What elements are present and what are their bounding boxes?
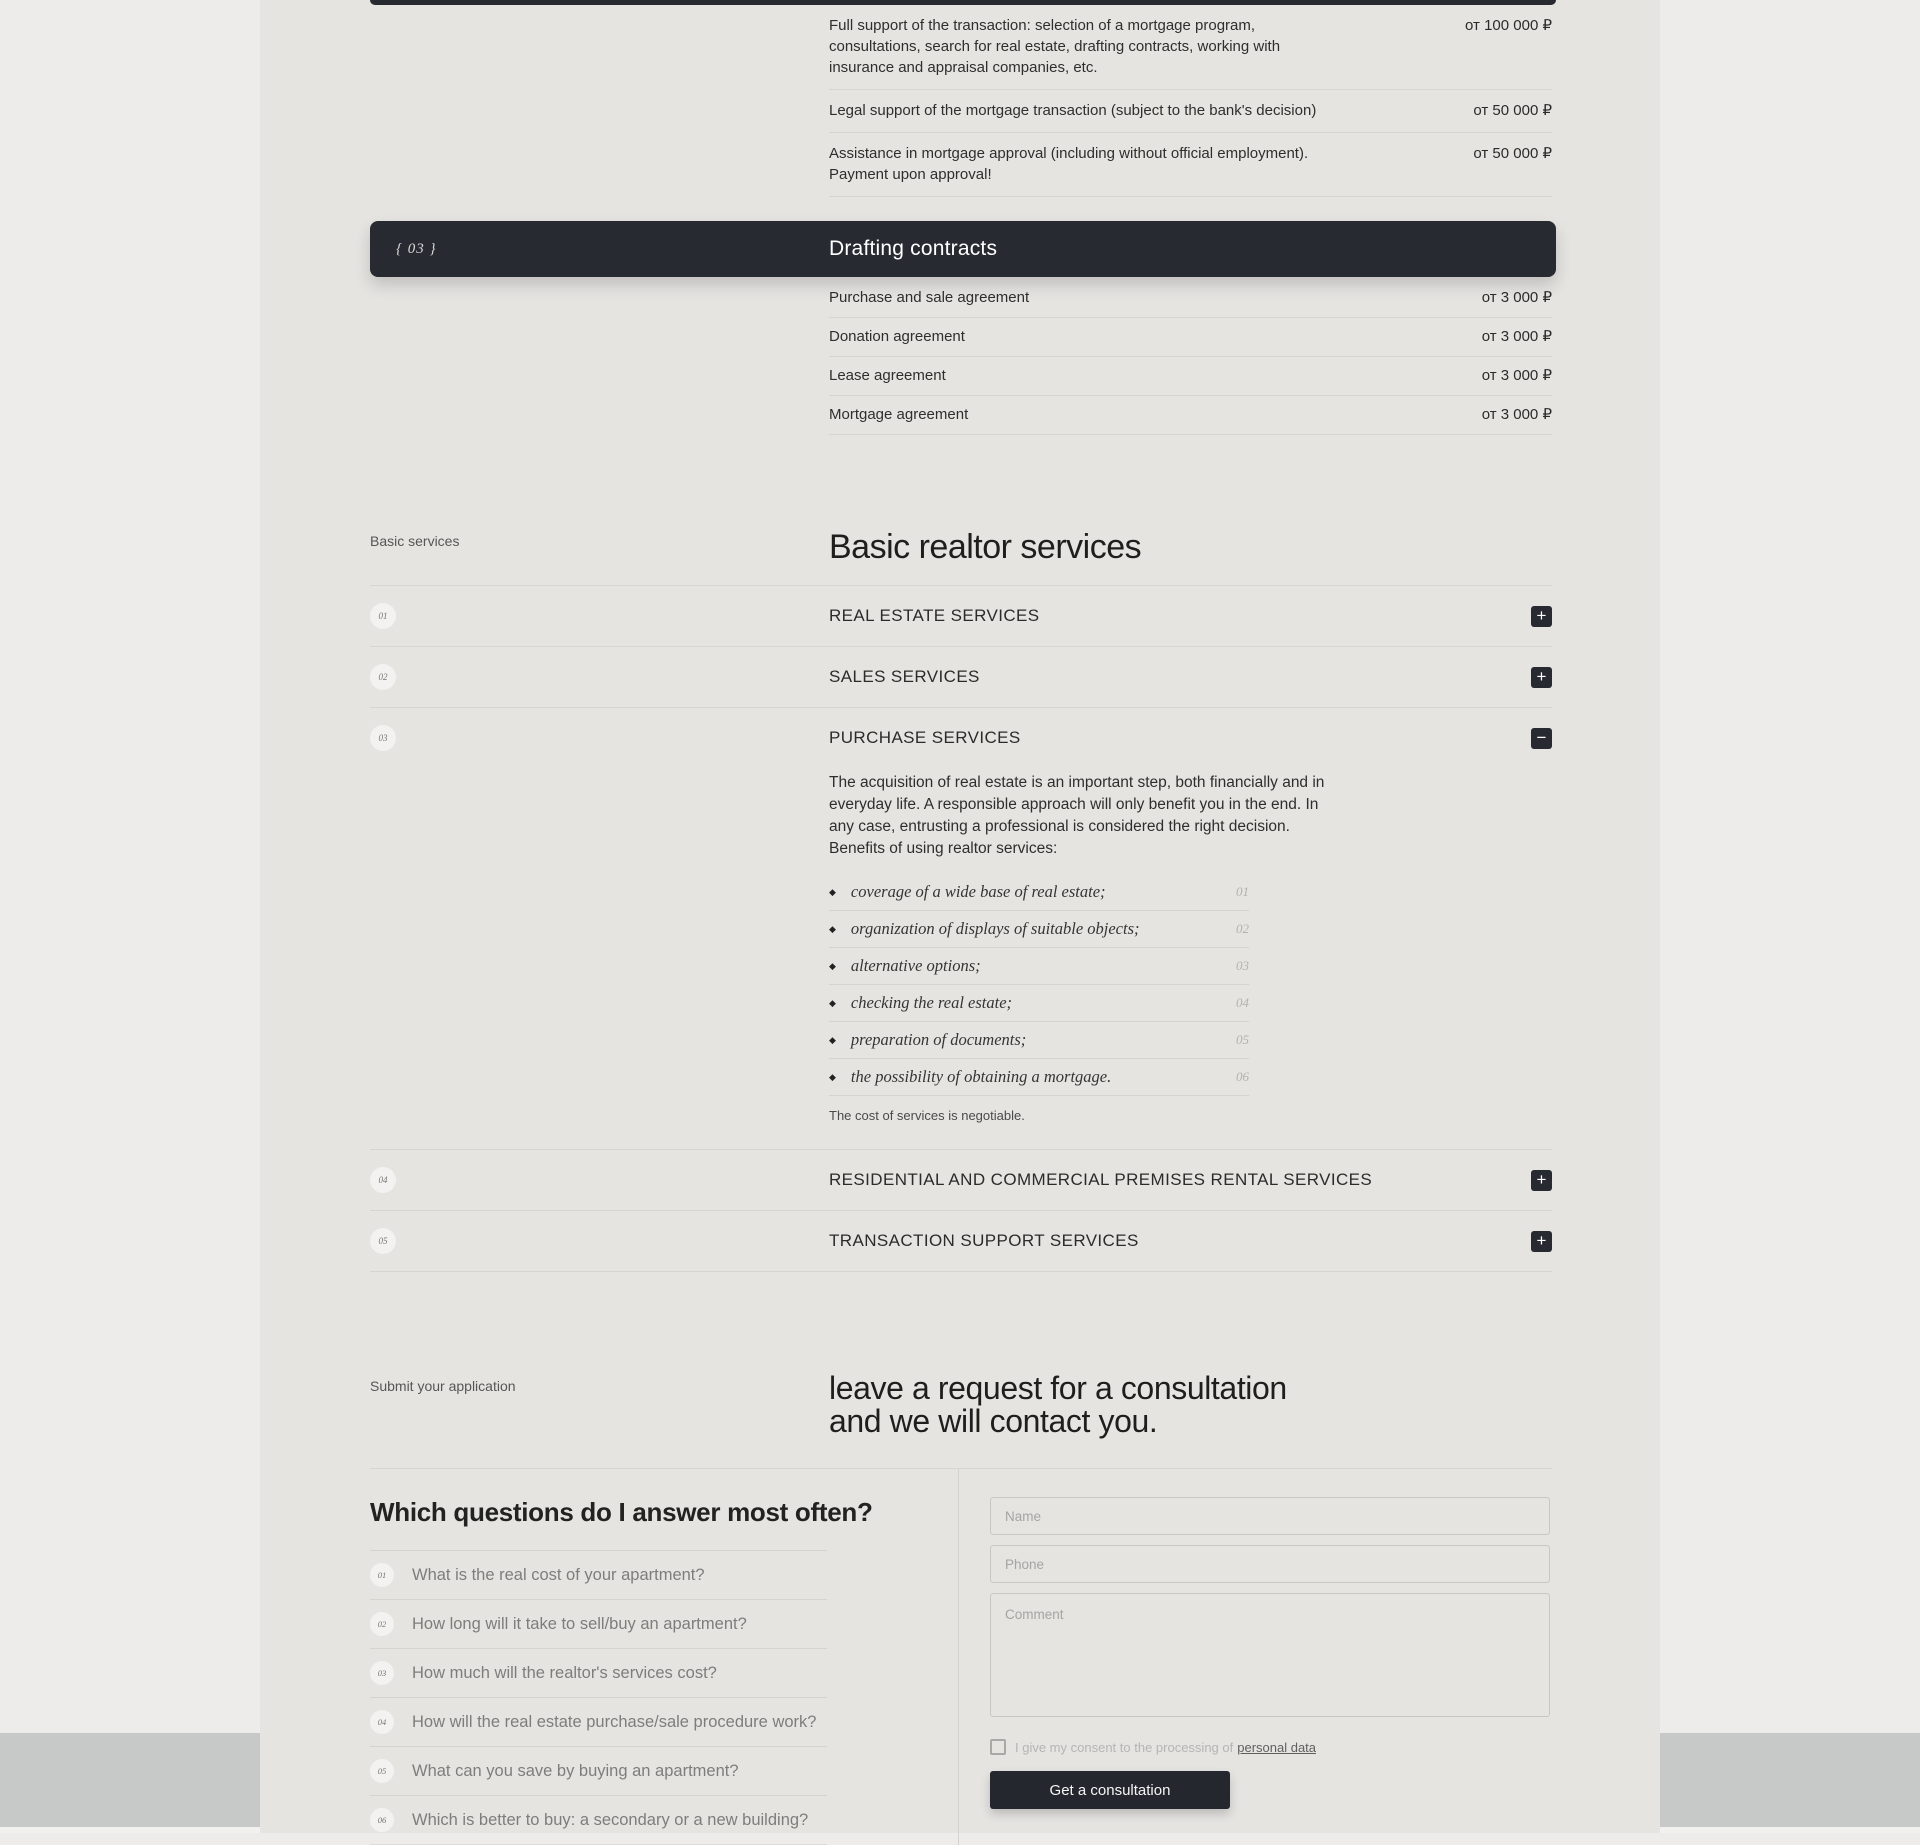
benefit-text: checking the real estate; [850, 993, 1013, 1012]
item-number-badge: 03 [370, 725, 396, 751]
application-header [260, 1372, 1660, 1438]
accordion-header[interactable] [370, 1150, 1552, 1210]
question-text: Which is better to buy: a secondary or a new building? [412, 1810, 809, 1829]
faq-row[interactable] [370, 1649, 827, 1698]
diamond-bullet-icon: ◆ [829, 960, 836, 971]
table-row [829, 133, 1552, 197]
plus-icon[interactable] [1531, 606, 1552, 627]
question-number-badge: 04 [370, 1710, 394, 1734]
service-label: Legal support of the mortgage transaction (subject to the bank's decision) [829, 102, 1317, 119]
list-item [829, 911, 1249, 948]
minus-icon[interactable] [1531, 728, 1552, 749]
accordion-title: REAL ESTATE SERVICES [829, 606, 1040, 625]
service-label: Mortgage agreement [829, 406, 969, 423]
service-price: от 3 000 ₽ [1481, 367, 1552, 384]
basic-services-header [260, 527, 1660, 567]
table-row [829, 90, 1552, 133]
section-side-label: Submit your application [370, 1378, 516, 1394]
accordion-header[interactable] [370, 647, 1552, 707]
faq-row[interactable] [370, 1600, 827, 1649]
table-row [829, 318, 1552, 357]
table-row [829, 5, 1552, 90]
faq-title: Which questions do I answer most often? [370, 1497, 873, 1527]
benefit-text: alternative options; [850, 956, 981, 975]
page-body [260, 0, 1660, 1833]
contracts-price-table [829, 279, 1552, 435]
list-item [829, 1059, 1249, 1096]
diamond-bullet-icon: ◆ [829, 997, 836, 1008]
get-consultation-button[interactable]: Get a consultation [990, 1771, 1230, 1809]
service-price: от 50 000 ₽ [1473, 145, 1552, 162]
previous-banner-edge [370, 0, 1556, 5]
benefit-number: 04 [1236, 995, 1249, 1010]
item-number-badge: 02 [370, 664, 396, 690]
accordion-content [829, 768, 1552, 1149]
question-number-badge: 06 [370, 1808, 394, 1832]
accordion-item-real-estate [370, 586, 1552, 647]
item-number-badge: 05 [370, 1228, 396, 1254]
question-text: How much will the realtor's services cost? [412, 1663, 717, 1682]
service-price: от 50 000 ₽ [1473, 102, 1552, 119]
consent-row [990, 1739, 1550, 1755]
faq-row[interactable] [370, 1796, 827, 1845]
table-row [829, 279, 1552, 318]
benefit-text: organization of displays of suitable objects; [850, 919, 1140, 938]
question-text: How will the real estate purchase/sale procedure work? [412, 1712, 817, 1731]
diamond-bullet-icon: ◆ [829, 1071, 836, 1082]
application-title-line2: and we will contact you. [829, 1403, 1158, 1439]
faq-row[interactable] [370, 1747, 827, 1796]
consultation-form [990, 1497, 1550, 1809]
plus-icon[interactable] [1531, 667, 1552, 688]
application-columns [370, 1468, 1552, 1845]
benefit-number: 03 [1236, 958, 1249, 973]
faq-row[interactable] [370, 1698, 827, 1747]
services-accordion [370, 585, 1552, 1272]
comment-field[interactable] [990, 1593, 1550, 1717]
phone-field[interactable] [990, 1545, 1550, 1583]
accordion-header[interactable] [370, 1211, 1552, 1271]
list-item [829, 985, 1249, 1022]
diamond-bullet-icon: ◆ [829, 923, 836, 934]
accordion-title: PURCHASE SERVICES [829, 728, 1021, 747]
faq-list [370, 1550, 827, 1845]
list-item [829, 948, 1249, 985]
faq-column [370, 1469, 959, 1845]
personal-data-link[interactable]: personal data [1237, 1739, 1317, 1755]
benefit-number: 01 [1236, 884, 1249, 899]
service-price: от 3 000 ₽ [1481, 289, 1552, 306]
consent-text: I give my consent to the processing of [1015, 1739, 1234, 1755]
service-label: Assistance in mortgage approval (including without official employment). Payment upon approval! [829, 145, 1309, 183]
service-label: Donation agreement [829, 328, 965, 345]
service-price: от 3 000 ₽ [1481, 406, 1552, 423]
benefits-list [829, 874, 1249, 1096]
application-title [829, 1372, 1660, 1438]
question-text: How long will it take to sell/buy an apartment? [412, 1614, 747, 1633]
faq-row[interactable] [370, 1551, 827, 1600]
form-column [959, 1469, 1552, 1845]
accordion-title: RESIDENTIAL AND COMMERCIAL PREMISES RENTAL SERVICES [829, 1170, 1373, 1189]
section-side-label: Basic services [370, 533, 460, 549]
question-number-badge: 03 [370, 1661, 394, 1685]
service-label: Full support of the transaction: selection of a mortgage program, consultations, search for real estate, drafting contracts, working with insurance and appraisal companies, etc. [829, 17, 1281, 76]
consent-checkbox[interactable] [990, 1739, 1006, 1755]
accordion-item-purchase [370, 708, 1552, 1150]
plus-icon[interactable] [1531, 1231, 1552, 1252]
benefit-number: 02 [1236, 921, 1249, 936]
page-title: Basic realtor services [829, 528, 1142, 566]
plus-icon[interactable] [1531, 1170, 1552, 1191]
diamond-bullet-icon: ◆ [829, 1034, 836, 1045]
question-number-badge: 02 [370, 1612, 394, 1636]
service-label: Lease agreement [829, 367, 946, 384]
benefit-text: the possibility of obtaining a mortgage. [850, 1067, 1112, 1086]
cost-note: The cost of services is negotiable. [829, 1108, 1025, 1123]
list-item [829, 874, 1249, 911]
table-row [829, 396, 1552, 435]
drafting-contracts-banner [370, 221, 1556, 277]
accordion-title: TRANSACTION SUPPORT SERVICES [829, 1231, 1139, 1250]
accordion-header[interactable] [370, 586, 1552, 646]
purchase-description: The acquisition of real estate is an important step, both financially and in everyday life. A responsible approach will only benefit you in the end. In any case, entrusting a professional is considered the right decision. Benefits of using realtor services: [829, 774, 1325, 857]
accordion-title: SALES SERVICES [829, 667, 980, 686]
item-number-badge: 01 [370, 603, 396, 629]
item-number-badge: 04 [370, 1167, 396, 1193]
section-title: Drafting contracts [829, 237, 998, 260]
question-text: What can you save by buying an apartment? [412, 1761, 739, 1780]
service-price: от 100 000 ₽ [1465, 17, 1552, 34]
accordion-header[interactable] [370, 708, 1552, 768]
bottom-right-band [1660, 1733, 1920, 1833]
mortgage-price-table [829, 0, 1552, 197]
table-row [829, 357, 1552, 396]
accordion-item-sales [370, 647, 1552, 708]
list-item [829, 1022, 1249, 1059]
question-number-badge: 05 [370, 1759, 394, 1783]
benefit-text: preparation of documents; [850, 1030, 1027, 1049]
question-text: What is the real cost of your apartment? [412, 1565, 705, 1584]
service-price: от 3 000 ₽ [1481, 328, 1552, 345]
diamond-bullet-icon: ◆ [829, 886, 836, 897]
question-number-badge: 01 [370, 1563, 394, 1587]
name-field[interactable] [990, 1497, 1550, 1535]
accordion-item-rental [370, 1150, 1552, 1211]
accordion-item-support [370, 1211, 1552, 1272]
section-index: { 03 } [396, 240, 437, 257]
service-label: Purchase and sale agreement [829, 289, 1030, 306]
bottom-left-band [0, 1733, 260, 1833]
benefit-text: coverage of a wide base of real estate; [850, 882, 1106, 901]
application-title-line1: leave a request for a consultation [829, 1370, 1287, 1406]
benefit-number: 06 [1236, 1069, 1249, 1084]
benefit-number: 05 [1236, 1032, 1249, 1047]
